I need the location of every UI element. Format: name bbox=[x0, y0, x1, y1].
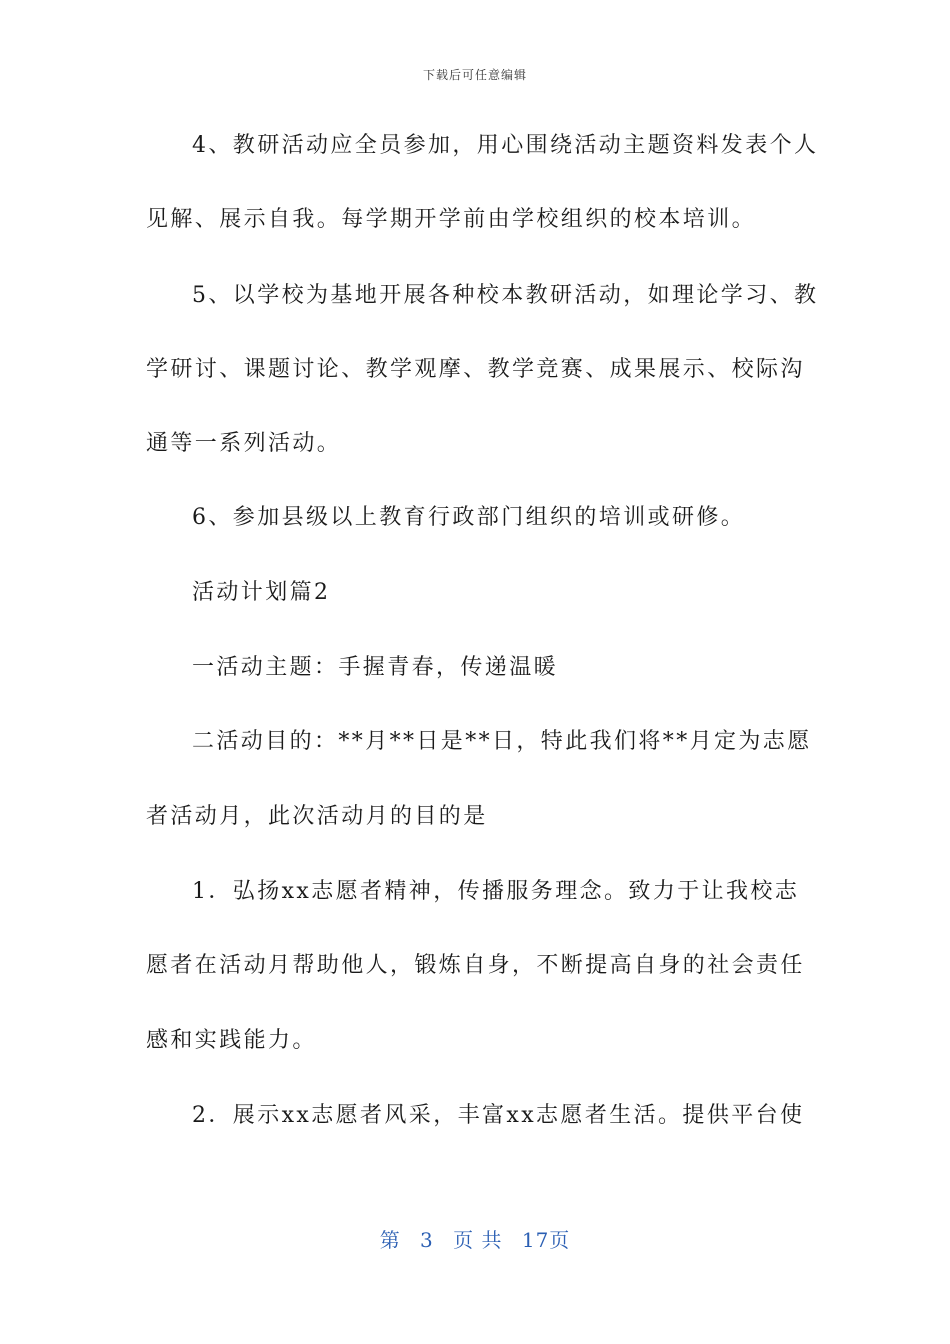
footer-label-page: 第 bbox=[379, 1228, 401, 1252]
paragraph-line-8: 一活动主题：手握青春，传递温暖 bbox=[192, 655, 559, 680]
paragraph-line-10: 者活动月，此次活动月的目的是 bbox=[146, 804, 488, 829]
paragraph-line-6: 6、参加县级以上教育行政部门组织的培训或研修。 bbox=[192, 505, 746, 530]
paragraph-line-5: 通等一系列活动。 bbox=[146, 431, 342, 456]
section-heading: 活动计划篇2 bbox=[192, 580, 331, 605]
paragraph-line-3: 5、以学校为基地开展各种校本教研活动，如理论学习、教 bbox=[192, 283, 819, 308]
footer-total-pages: 17页 bbox=[521, 1228, 571, 1252]
paragraph-line-11: 1．弘扬xx志愿者精神，传播服务理念。致力于让我校志 bbox=[192, 879, 800, 904]
paragraph-line-2: 见解、展示自我。每学期开学前由学校组织的校本培训。 bbox=[146, 207, 757, 232]
footer-label-of: 页 共 bbox=[453, 1228, 503, 1252]
paragraph-line-1: 4、教研活动应全员参加，用心围绕活动主题资料发表个人 bbox=[192, 133, 819, 158]
paragraph-line-13: 感和实践能力。 bbox=[146, 1028, 317, 1053]
paragraph-line-9: 二活动目的：**月**日是**日，特此我们将**月定为志愿 bbox=[192, 729, 812, 754]
paragraph-line-12: 愿者在活动月帮助他人，锻炼自身，不断提高自身的社会责任 bbox=[146, 953, 805, 978]
paragraph-line-14: 2．展示xx志愿者风采，丰富xx志愿者生活。提供平台使 bbox=[192, 1103, 805, 1128]
page-footer bbox=[0, 1224, 950, 1253]
paragraph-line-4: 学研讨、课题讨论、教学观摩、教学竞赛、成果展示、校际沟 bbox=[146, 357, 805, 382]
page-header-note: 下载后可任意编辑 bbox=[422, 68, 527, 82]
footer-current-page: 3 bbox=[420, 1228, 434, 1252]
